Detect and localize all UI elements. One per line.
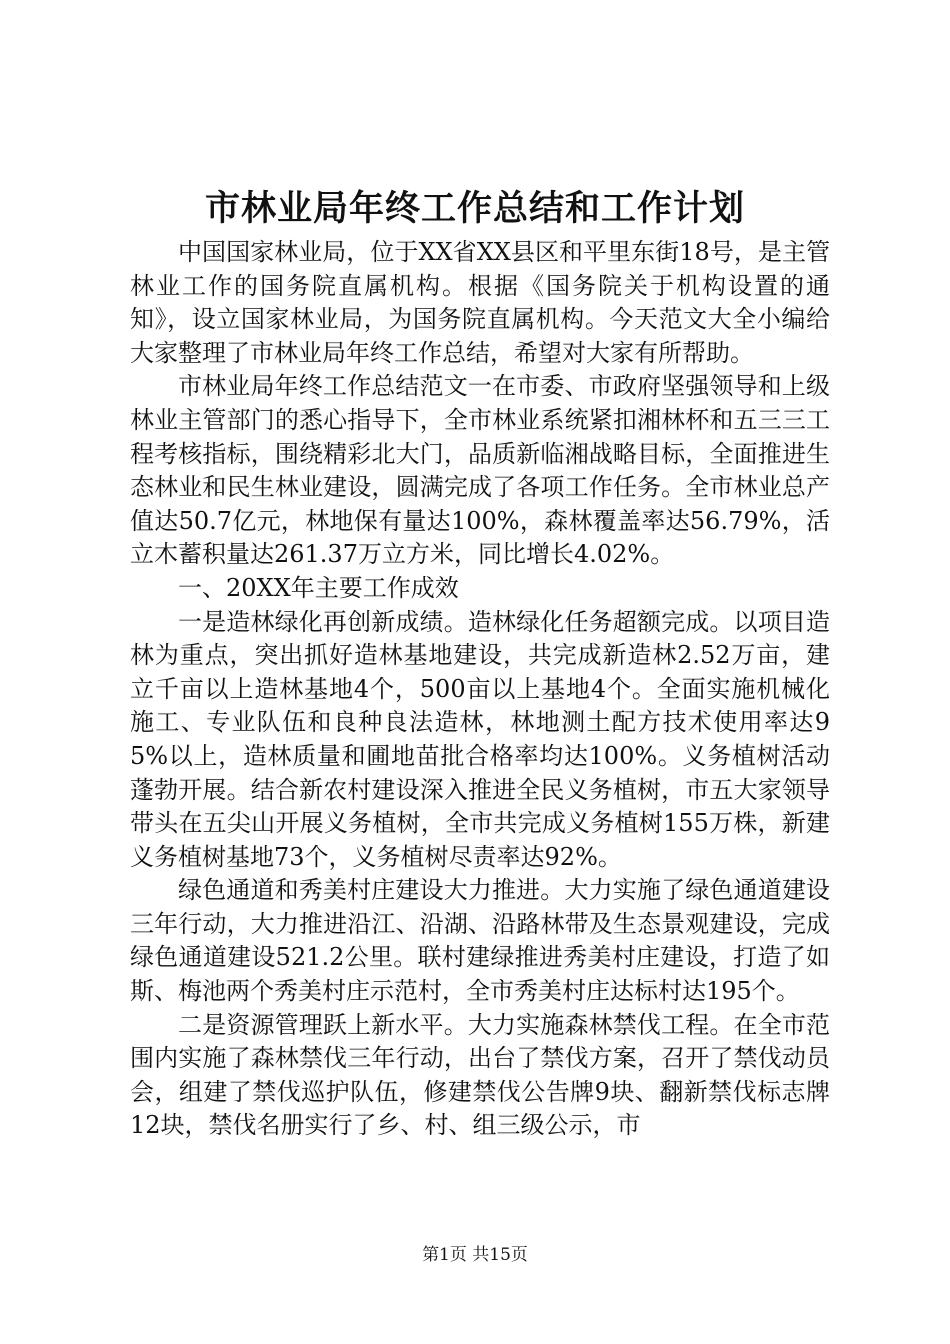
paragraph-intro: 中国国家林业局，位于XX省XX县区和平里东街18号，是主管林业工作的国务院直属机构。根据《国务院关于机构设置的通知》，设立国家林业局，为国务院直属机构。今天范文大全小编给大家整理了市林业局年终工作总结，希望对大家有所帮助。 (130, 238, 830, 367)
paragraph-summary: 市林业局年终工作总结范文一在市委、市政府坚强领导和上级林业主管部门的悉心指导下，全市林业系统紧扣湘林杯和五三三工程考核指标，围绕精彩北大门，品质新临湘战略目标，全面推进生态林业和民生林业建设，圆满完成了各项工作任务。全市林业总产值达50.7亿元，林地保有量达100%，森林覆盖率达56.79%，活立木蓄积量达261.37万立方米，同比增长4.02%。 (130, 372, 830, 569)
page-number: 第1页 (422, 1245, 467, 1265)
paragraph-afforestation: 一是造林绿化再创新成绩。造林绿化任务超额完成。以项目造林为重点，突出抓好造林基地建设，共完成新造林2.52万亩，建立千亩以上造林基地4个，500亩以上基地4个。全面实施机械化施工、专业队伍和良种良法造林，林地测土配方技术使用率达95%以上，造林质量和圃地苗批合格率均达100%。义务植树活动蓬勃开展。结合新农村建设深入推进全民义务植树，市五大家领导带头在五尖山开展义务植树，全市共完成义务植树155万株，新建义务植树基地73个，义务植树尽责率达92%。 (130, 607, 830, 871)
page-footer (0, 1243, 950, 1267)
section-heading: 一、20XX年主要工作成效 (178, 573, 459, 602)
paragraph-resource-management: 二是资源管理跃上新水平。大力实施森林禁伐工程。在全市范围内实施了森林禁伐三年行动，出台了禁伐方案，召开了禁伐动员会，组建了禁伐巡护队伍，修建禁伐公告牌9块、翻新禁伐标志牌12块，禁伐名册实行了乡、村、组三级公示，市 (130, 1010, 830, 1140)
page-total: 共15页 (472, 1245, 528, 1265)
document-body (130, 236, 830, 1143)
paragraph-green-corridor: 绿色通道和秀美村庄建设大力推进。大力实施了绿色通道建设三年行动，大力推进沿江、沿湖、沿路林带及生态景观建设，完成绿色通道建设521.2公里。联村建绿推进秀美村庄建设，打造了如斯、梅池两个秀美村庄示范村，全市秀美村庄达标村达195个。 (130, 876, 830, 1006)
document-title: 市林业局年终工作总结和工作计划 (204, 188, 745, 229)
